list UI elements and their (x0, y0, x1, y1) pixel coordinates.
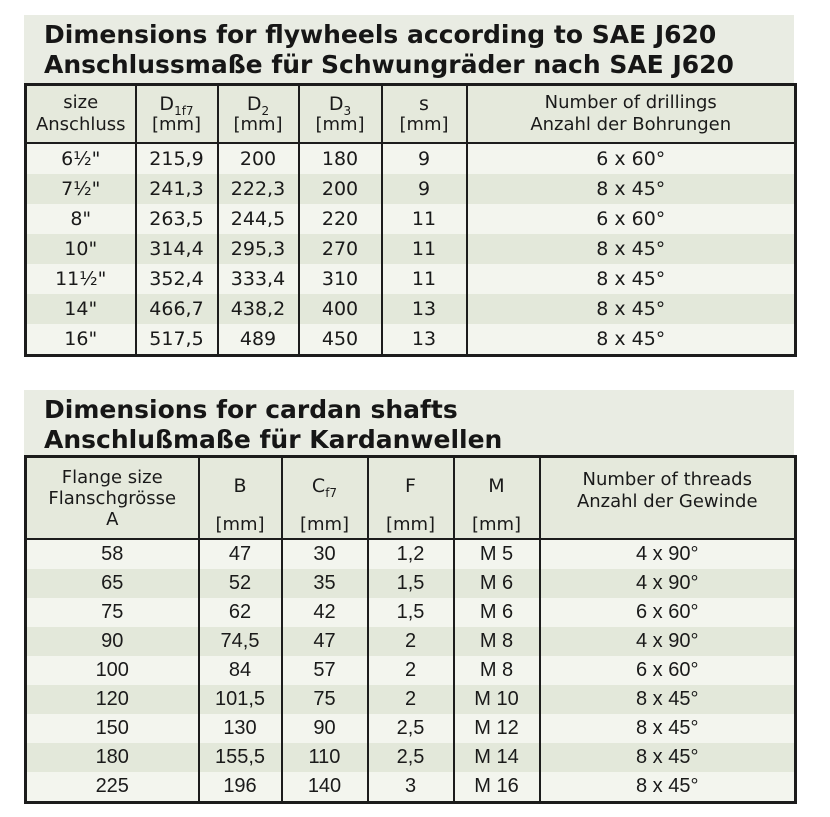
table-row (26, 174, 796, 204)
cardan-section (24, 390, 794, 804)
table-cell: 352,4 (136, 264, 218, 294)
table-cell: 30 (282, 539, 368, 569)
table-row (26, 143, 796, 174)
table-cell: 8 x 45° (540, 714, 796, 743)
table-row (26, 598, 796, 627)
table-cell: 4 x 90° (540, 539, 796, 569)
flywheel-section (24, 15, 794, 357)
table-cell: 263,5 (136, 204, 218, 234)
table-row (26, 772, 796, 803)
table-cell: M 8 (454, 656, 540, 685)
table-cell: 244,5 (218, 204, 299, 234)
table-cell: 517,5 (136, 324, 218, 356)
column-header-threads: Number of threads Anzahl der Gewinde (540, 457, 796, 540)
table-row (26, 714, 796, 743)
header-row (26, 85, 796, 144)
table-cell: 466,7 (136, 294, 218, 324)
table-cell: 6 x 60° (467, 143, 796, 174)
table-cell: 52 (199, 569, 282, 598)
column-header-d2: $D_2$ [mm] (218, 85, 299, 144)
table-cell: 35 (282, 569, 368, 598)
table-cell: 4 x 90° (540, 627, 796, 656)
table-cell: 2 (368, 656, 454, 685)
table-cell: M 5 (454, 539, 540, 569)
table-cell: 8 x 45° (467, 264, 796, 294)
table-cell: 75 (26, 598, 199, 627)
table-cell: 180 (26, 743, 199, 772)
column-header-cf7: $C_{f7}$ [mm] (282, 457, 368, 540)
cardan-table-body (26, 539, 796, 803)
table-row (26, 685, 796, 714)
table-cell: M 16 (454, 772, 540, 803)
table-row (26, 294, 796, 324)
table-cell: 9 (382, 143, 467, 174)
table-cell: 65 (26, 569, 199, 598)
table-cell: 489 (218, 324, 299, 356)
table-cell: 130 (199, 714, 282, 743)
table-cell: 13 (382, 294, 467, 324)
cardan-title-block (24, 390, 794, 455)
table-cell: 222,3 (218, 174, 299, 204)
cardan-table-header (26, 457, 796, 540)
table-cell: 2,5 (368, 714, 454, 743)
column-header-b: B [mm] (199, 457, 282, 540)
table-cell: 450 (299, 324, 382, 356)
table-cell: 8 x 45° (540, 685, 796, 714)
table-cell: 110 (282, 743, 368, 772)
table-cell: 295,3 (218, 234, 299, 264)
table-cell: 4 x 90° (540, 569, 796, 598)
cardan-title-de: Anschlußmaße für Kardanwellen (44, 425, 503, 454)
cardan-title-en: Dimensions for cardan shafts (44, 395, 458, 424)
table-cell: 200 (218, 143, 299, 174)
table-cell: M 6 (454, 569, 540, 598)
table-cell: 196 (199, 772, 282, 803)
table-cell: 8 x 45° (467, 174, 796, 204)
table-cell: 150 (26, 714, 199, 743)
column-header-d1f7: $D_{1f7}$ [mm] (136, 85, 218, 144)
table-row (26, 204, 796, 234)
table-cell: 7½" (26, 174, 136, 204)
table-cell: 100 (26, 656, 199, 685)
table-cell: 1,5 (368, 569, 454, 598)
table-cell: 90 (26, 627, 199, 656)
column-header-flange-size: Flange size Flanschgrösse A (26, 457, 199, 540)
table-cell: 215,9 (136, 143, 218, 174)
table-cell: 241,3 (136, 174, 218, 204)
table-cell: 120 (26, 685, 199, 714)
column-header-f: F [mm] (368, 457, 454, 540)
table-cell: 8 x 45° (540, 743, 796, 772)
table-cell: 90 (282, 714, 368, 743)
table-cell: 16" (26, 324, 136, 356)
table-cell: 200 (299, 174, 382, 204)
table-cell: 314,4 (136, 234, 218, 264)
table-cell: 155,5 (199, 743, 282, 772)
table-cell: 8 x 45° (467, 294, 796, 324)
table-row (26, 539, 796, 569)
flywheel-table-header (26, 85, 796, 144)
table-cell: 47 (282, 627, 368, 656)
table-cell: 140 (282, 772, 368, 803)
table-cell: 8" (26, 204, 136, 234)
table-cell: 438,2 (218, 294, 299, 324)
table-cell: 6 x 60° (540, 598, 796, 627)
table-cell: 333,4 (218, 264, 299, 294)
table-cell: 13 (382, 324, 467, 356)
table-cell: 180 (299, 143, 382, 174)
flywheel-title-de: Anschlussmaße für Schwungräder nach SAE J620 (44, 50, 734, 79)
table-row (26, 264, 796, 294)
column-header-size: size Anschluss (26, 85, 136, 144)
table-cell: 84 (199, 656, 282, 685)
table-cell: 270 (299, 234, 382, 264)
flywheel-title-block (24, 15, 794, 83)
table-cell: 74,5 (199, 627, 282, 656)
table-cell: 11½" (26, 264, 136, 294)
table-cell: 62 (199, 598, 282, 627)
table-cell: 8 x 45° (540, 772, 796, 803)
table-cell: 101,5 (199, 685, 282, 714)
table-row (26, 324, 796, 356)
table-row (26, 627, 796, 656)
flywheel-table-body (26, 143, 796, 356)
header-row (26, 457, 796, 540)
column-header-drillings: Number of drillings Anzahl der Bohrungen (467, 85, 796, 144)
flywheel-title-en: Dimensions for flywheels according to SAE J620 (44, 20, 717, 49)
table-cell: 6 x 60° (540, 656, 796, 685)
table-cell: 8 x 45° (467, 324, 796, 356)
table-row (26, 656, 796, 685)
table-cell: 11 (382, 204, 467, 234)
table-cell: 47 (199, 539, 282, 569)
table-cell: 58 (26, 539, 199, 569)
table-cell: 9 (382, 174, 467, 204)
table-cell: 75 (282, 685, 368, 714)
column-header-d3: $D_3$ [mm] (299, 85, 382, 144)
table-cell: M 12 (454, 714, 540, 743)
table-cell: 6 x 60° (467, 204, 796, 234)
cardan-table (24, 455, 797, 804)
table-cell: 1,5 (368, 598, 454, 627)
document-content (24, 15, 794, 804)
table-row (26, 234, 796, 264)
table-cell: M 14 (454, 743, 540, 772)
column-header-s: s [mm] (382, 85, 467, 144)
flywheel-table (24, 83, 797, 357)
table-cell: 11 (382, 234, 467, 264)
table-cell: 14" (26, 294, 136, 324)
table-row (26, 743, 796, 772)
table-cell: 8 x 45° (467, 234, 796, 264)
table-cell: 2,5 (368, 743, 454, 772)
table-cell: 310 (299, 264, 382, 294)
column-header-m: M [mm] (454, 457, 540, 540)
table-cell: 11 (382, 264, 467, 294)
table-cell: 57 (282, 656, 368, 685)
table-cell: M 6 (454, 598, 540, 627)
table-cell: 2 (368, 685, 454, 714)
table-cell: 3 (368, 772, 454, 803)
table-row (26, 569, 796, 598)
table-cell: 42 (282, 598, 368, 627)
table-cell: M 10 (454, 685, 540, 714)
table-cell: M 8 (454, 627, 540, 656)
table-cell: 10" (26, 234, 136, 264)
table-cell: 1,2 (368, 539, 454, 569)
table-cell: 6½" (26, 143, 136, 174)
table-cell: 2 (368, 627, 454, 656)
table-cell: 400 (299, 294, 382, 324)
table-cell: 225 (26, 772, 199, 803)
table-cell: 220 (299, 204, 382, 234)
